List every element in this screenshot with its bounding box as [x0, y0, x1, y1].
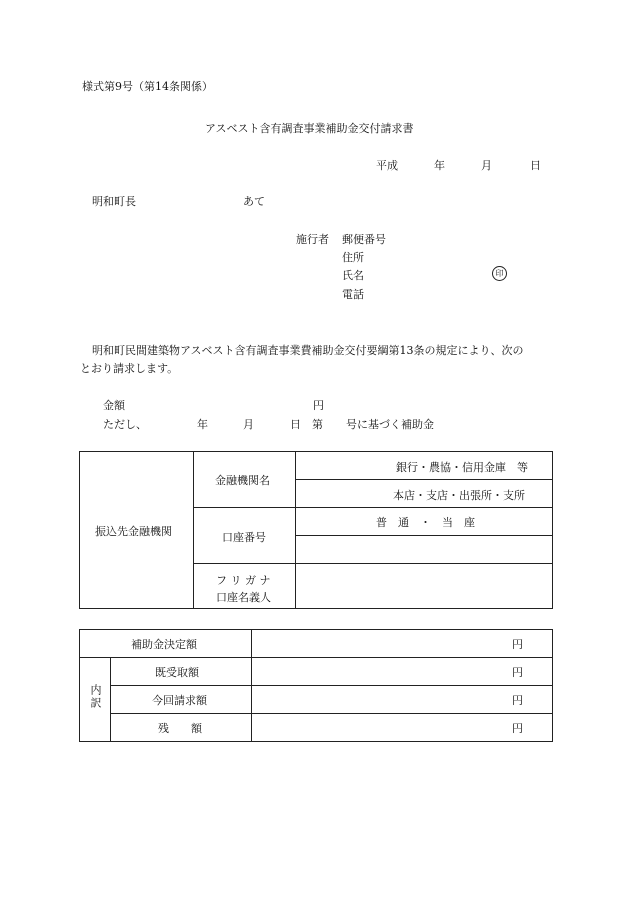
address-label: 住所: [342, 251, 364, 264]
current-request-label: 今回請求額: [152, 694, 207, 707]
institution-name-label: 金融機関名: [215, 474, 270, 487]
decided-amount-label: 補助金決定額: [131, 638, 197, 651]
date-era: 平成: [376, 159, 398, 172]
amount-unit: 円: [313, 399, 324, 412]
basis-day: 日: [290, 418, 301, 431]
decided-amount-unit: 円: [512, 638, 523, 651]
basis-suffix: 号に基づく補助金: [346, 418, 434, 431]
basis-month: 月: [243, 418, 254, 431]
furigana-label: フ リ ガ ナ: [216, 574, 271, 587]
basis-prefix: ただし、: [103, 418, 147, 431]
account-number-label: 口座番号: [222, 531, 266, 544]
received-amount-label: 既受取額: [155, 666, 199, 679]
name-label: 氏名: [342, 269, 364, 282]
current-request-unit: 円: [512, 694, 523, 707]
date-month: 月: [481, 159, 492, 172]
body-text-line2: とおり請求します。: [80, 362, 179, 375]
basis-dai: 第: [312, 418, 323, 431]
phone-label: 電話: [342, 288, 364, 301]
institution-type-options[interactable]: 銀行・農協・信用金庫 等: [396, 461, 528, 474]
addressee-suffix: あて: [243, 195, 265, 208]
form-number: 様式第9号（第14条関係）: [82, 80, 213, 93]
balance-unit: 円: [512, 722, 523, 735]
body-text-line1: 明和町民間建築物アスベスト含有調査事業費補助金交付要綱第13条の規定により、次の: [92, 344, 524, 357]
date-day: 日: [530, 159, 541, 172]
addressee-name: 明和町長: [92, 195, 136, 208]
page-title: アスベスト含有調査事業補助金交付請求書: [205, 122, 414, 135]
breakdown-label: 内訳: [89, 684, 102, 710]
date-year: 年: [434, 159, 445, 172]
branch-type-options[interactable]: 本店・支店・出張所・支所: [393, 489, 525, 502]
seal-icon: 印: [492, 266, 507, 281]
amount-label: 金額: [103, 399, 125, 412]
balance-label: 残 額: [158, 722, 202, 735]
account-holder-label: 口座名義人: [216, 591, 271, 604]
seal-mark: [492, 266, 507, 281]
received-amount-unit: 円: [512, 666, 523, 679]
applicant-role: 施行者: [296, 233, 329, 246]
account-type-options[interactable]: 普 通 ・ 当 座: [376, 516, 475, 529]
basis-year: 年: [197, 418, 208, 431]
bank-section-label: 振込先金融機関: [95, 525, 172, 538]
postal-code-label: 郵便番号: [342, 233, 386, 246]
